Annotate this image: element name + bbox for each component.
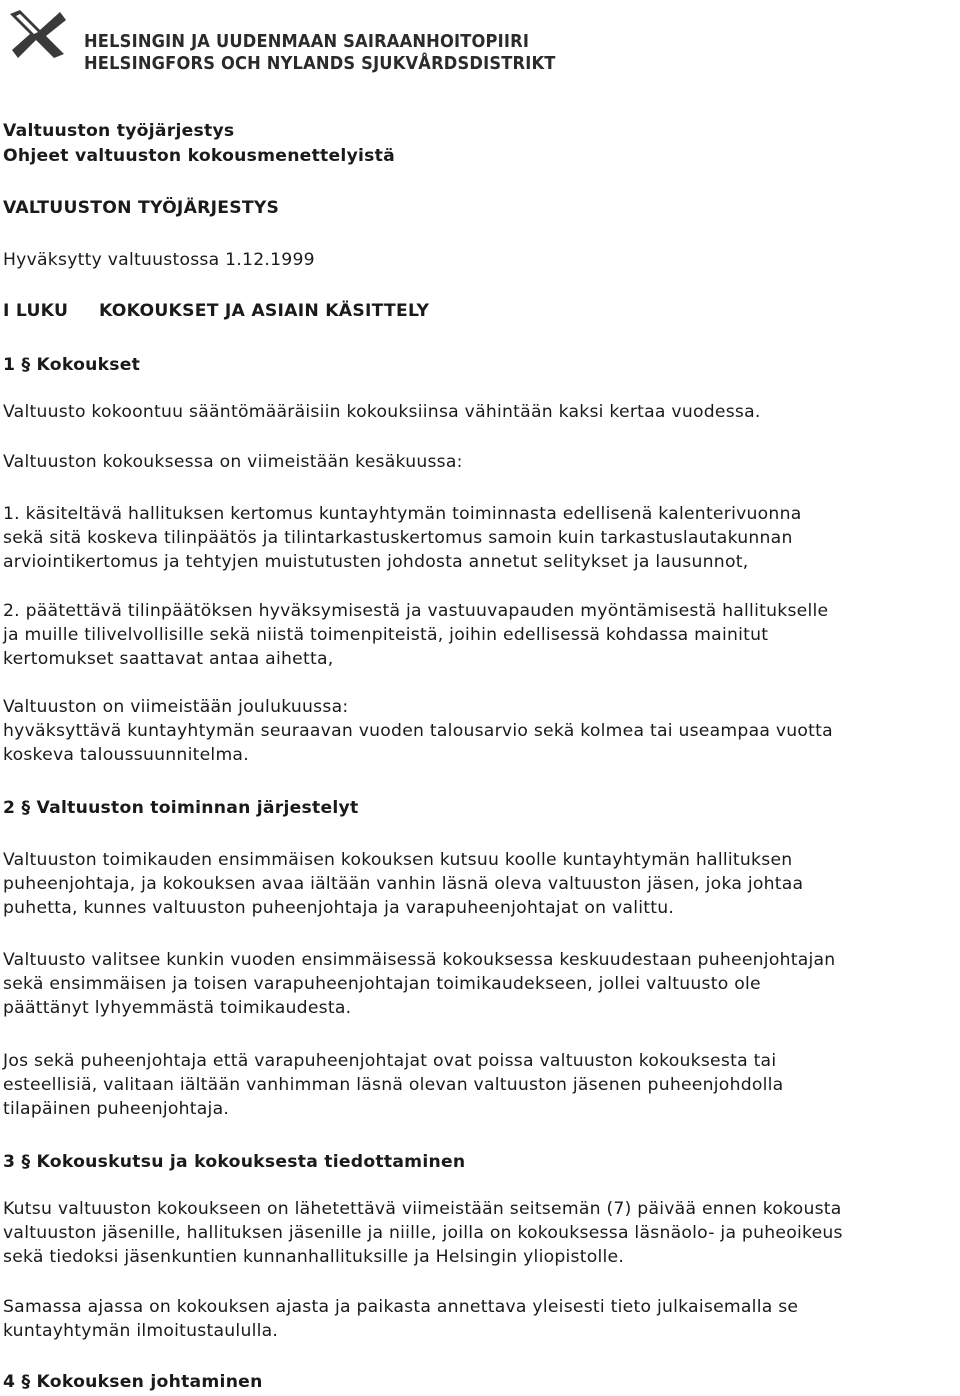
organization-name-finnish: HELSINGIN JA UUDENMAAN SAIRAANHOITOPIIRI: [84, 32, 530, 52]
paragraph-line: Jos sekä puheenjohtaja että varapuheenjohtajat ovat poissa valtuuston kokouksesta tai: [3, 1051, 777, 1071]
list-item-line: arviointikertomus ja tehtyjen muistutusten johdosta annetut selitykset ja lausunnot,: [3, 552, 749, 572]
paragraph-line: puhetta, kunnes valtuuston puheenjohtaja ja varapuheenjohtajat on valittu.: [3, 898, 675, 918]
paragraph-line: päättänyt lyhyemmästä toimikaudesta.: [3, 998, 352, 1018]
document-title: Valtuuston työjärjestys: [3, 121, 235, 141]
document-subtitle: Ohjeet valtuuston kokousmenettelyistä: [3, 146, 395, 166]
paragraph-line: tilapäinen puheenjohtaja.: [3, 1099, 230, 1119]
paragraph-line: Valtuuston kokouksessa on viimeistään kesäkuussa:: [3, 452, 463, 472]
paragraph-line: hyväksyttävä kuntayhtymän seuraavan vuoden talousarvio sekä kolmea tai useampaa vuotta: [3, 721, 833, 741]
paragraph-line: Valtuuston on viimeistään joulukuussa:: [3, 697, 349, 717]
section-4-heading: 4 § Kokouksen johtaminen: [3, 1372, 263, 1392]
paragraph-line: valtuuston jäsenille, hallituksen jäsenille ja niille, joilla on kokouksessa läsnäolo- ja puheoikeus: [3, 1223, 843, 1243]
paragraph-line: Valtuuston toimikauden ensimmäisen kokouksen kutsuu koolle kuntayhtymän hallituksen: [3, 850, 793, 870]
section-3-heading: 3 § Kokouskutsu ja kokouksesta tiedottaminen: [3, 1152, 466, 1172]
paragraph-line: sekä tiedoksi jäsenkuntien kunnanhallituksille ja Helsingin yliopistolle.: [3, 1247, 625, 1267]
list-item-line: sekä sitä koskeva tilinpäätös ja tilintarkastuskertomus samoin kuin tarkastuslautakunnan: [3, 528, 793, 548]
paragraph-line: kuntayhtymän ilmoitustaululla.: [3, 1321, 279, 1341]
section-2-heading: 2 § Valtuuston toiminnan järjestelyt: [3, 798, 359, 818]
paragraph-line: koskeva taloussuunnitelma.: [3, 745, 249, 765]
chapter-title: KOKOUKSET JA ASIAIN KÄSITTELY: [99, 301, 430, 321]
list-item-line: 1. käsiteltävä hallituksen kertomus kuntayhtymän toiminnasta edellisenä kalenterivuonna: [3, 504, 802, 524]
paragraph-line: Samassa ajassa on kokouksen ajasta ja paikasta annettava yleisesti tieto julkaisemalla se: [3, 1297, 799, 1317]
paragraph-line: esteellisiä, valitaan iältään vanhimman läsnä olevan valtuuston jäsenen puheenjohdolla: [3, 1075, 784, 1095]
list-item-line: kertomukset saattavat antaa aihetta,: [3, 649, 334, 669]
chapter-number: I LUKU: [3, 301, 69, 321]
paragraph-line: sekä ensimmäisen ja toisen varapuheenjohtajan toimikaudekseen, jollei valtuusto ole: [3, 974, 761, 994]
organization-name-swedish: HELSINGFORS OCH NYLANDS SJUKVÅRDSDISTRIKT: [84, 54, 556, 74]
section-1-heading: 1 § Kokoukset: [3, 355, 141, 375]
paragraph-line: Valtuusto kokoontuu sääntömääräisiin kokouksiinsa vähintään kaksi kertaa vuodessa.: [3, 402, 761, 422]
paragraph-line: puheenjohtaja, ja kokouksen avaa iältään vanhin läsnä oleva valtuuston jäsen, joka johtaa: [3, 874, 804, 894]
main-heading: VALTUUSTON TYÖJÄRJESTYS: [3, 198, 280, 218]
list-item-line: ja muille tilivelvollisille sekä niistä toimenpiteistä, joihin edellisessä kohdassa mainitut: [3, 625, 769, 645]
paragraph-line: Kutsu valtuuston kokoukseen on lähetettävä viimeistään seitsemän (7) päivää ennen kokousta: [3, 1199, 842, 1219]
hus-cross-logo-icon: [6, 8, 72, 60]
list-item-line: 2. päätettävä tilinpäätöksen hyväksymisestä ja vastuuvapauden myöntämisestä hallitukselle: [3, 601, 829, 621]
letterhead: [6, 8, 566, 78]
paragraph-line: Valtuusto valitsee kunkin vuoden ensimmäisessä kokouksessa keskuudestaan puheenjohtajan: [3, 950, 836, 970]
approval-note: Hyväksytty valtuustossa 1.12.1999: [3, 250, 315, 270]
